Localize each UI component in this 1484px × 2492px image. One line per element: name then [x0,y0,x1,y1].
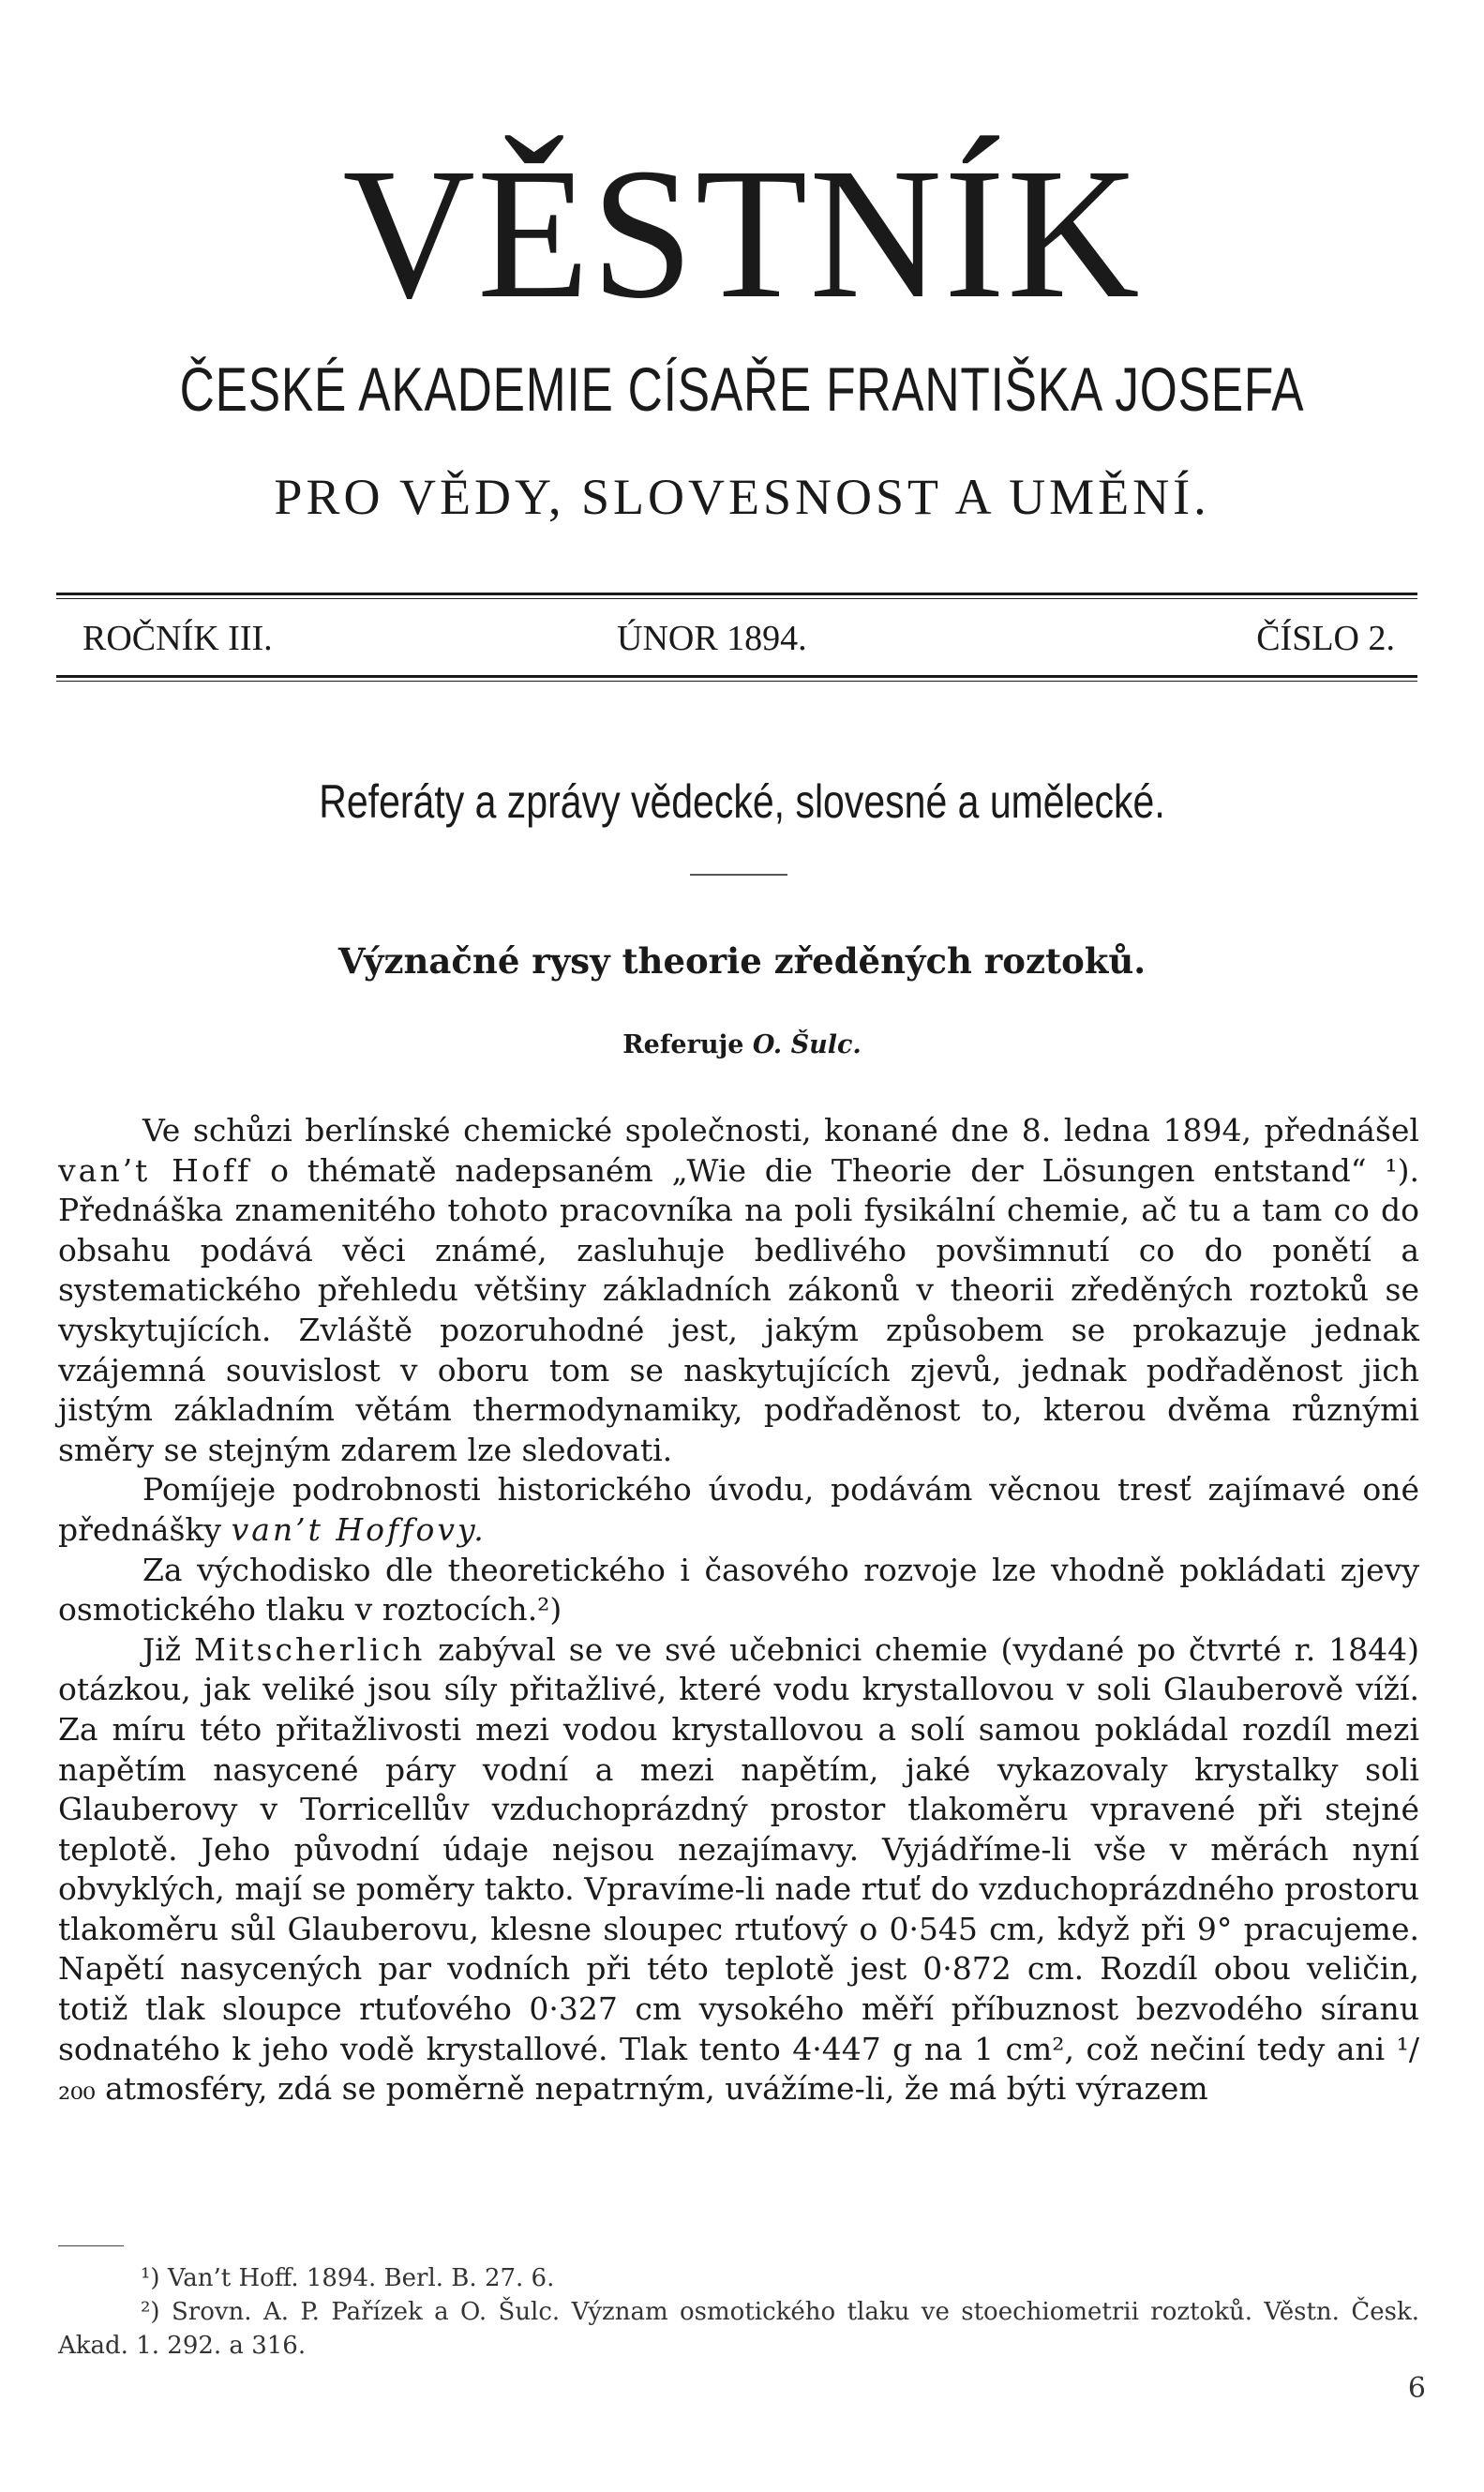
article-body [58,1111,1419,2109]
masthead-subtitle-academy: ČESKÉ AKADEMIE CÍSAŘE FRANTIŠKA JOSEFA [179,354,1305,424]
paragraph-text: zabýval se ve své učebnici chemie (vydané po čtvrté r. 1844) otázkou, jak veliké jsou síly přitažlivé, které vodu krystallovou v soli Glauberově víží. Za míru této přitažlivosti mezi vodou krystallovou a solí samou pokládal rozdíl mezi napětím nasycené páry vodní a mezi napětím, jaké vykazovaly krystalky soli Glauberovy v Torricellův vzduchoprázdný prostor tlakoměru vpravené při stejné teplotě. Jeho původní údaje nejsou nezajímavy. Vyjádříme-li vše v měrách nyní obvyklých, mají se poměry takto. Vpravíme-li nade rtuť do vzduchoprázdného prostoru tlakoměru sůl Glauberovu, klesne sloupec rtuťový o 0·545 cm, když při 9° pracujeme. Napětí nasycených par vodních při této teplotě jest 0·872 cm. Rozdíl obou veličin, totiž tlak sloupce rtuťového 0·327 cm vysokého měří příbuznost bezvodého síranu sodnatého k jeho vodě krystallové. Tlak tento 4·447 g na 1 cm², což nečiní tedy ani ¹/₂₀₀ atmosféry, zdá se poměrně nepatrným, uvážíme-li, že má býti výrazem [58,1630,1419,2108]
footnote: ²) Srovn. A. P. Pařízek a O. Šulc. Význam osmotického tlaku ve stoechiometrii roztoků. Věstn. Česk. Akad. 1. 292. a 316. [58,2298,1419,2360]
masthead-rule-bottom [56,675,1417,682]
paragraph [58,1470,1419,1550]
byline-prefix: Referuje [622,1030,744,1059]
footnote: ¹) Van’t Hoff. 1894. Berl. B. 27. 6. [141,2264,555,2292]
article-title: Význačné rysy theorie zředěných roztoků. [337,940,1147,982]
issue-number: ČÍSLO 2. [1256,619,1395,658]
paragraph [58,1630,1419,2109]
person-name: Mitscherlich [194,1630,426,1668]
section-divider [690,874,787,876]
footnote-divider [58,2245,124,2246]
paragraph-text: o thématě nadepsaném „Wie die Theorie der Lösungen entstand“ ¹). Přednáška znamenitého tohoto pracovníka na poli fysikální chemie, ač tu a tam co do obsahu podává věci známé, zasluhuje bedlivého povšimnutí co do ponětí a systematického přehledu většiny základních zákonů v theorii zředěných roztoků se vyskytujících. Zvláště pozoruhodné jest, jakým způsobem se prokazuje jednak vzájemná souvislost v oboru tom se naskytujících zjevů, jednak podřaděnost jich jistým základním větám thermodynamiky, podřaděnost to, kterou dvěma různými směry se stejným zdarem lze sledovati. [58,1151,1419,1468]
author-name: O. Šulc. [752,1030,862,1059]
issue-info-row [82,615,1395,662]
masthead-subtitle-fields: PRO VĚDY, SLOVESNOST A UMĚNÍ. [274,469,1210,525]
masthead-title: VĚSTNÍK [342,130,1142,338]
page-number: 6 [1407,2372,1426,2405]
issue-volume: ROČNÍK III. [82,619,273,658]
paragraph-text: Již [142,1630,182,1668]
paragraph: Za východisko dle theoretického i časového rozvoje lze vhodně pokládati zjevy osmotického tlaku v roztocích.²) [58,1551,1419,1629]
paragraph-text: Pomíjeje podrobnosti historického úvodu, podávám věcnou tresť zajímavé oné přednášky [58,1471,1419,1548]
issue-date: ÚNOR 1894. [617,619,807,658]
paragraph-text: Ve schůzi berlínské chemické společnosti, konané dne 8. ledna 1894, přednášel [142,1112,1419,1148]
section-heading: Referáty a zprávy vědecké, slovesné a umělecké. [319,775,1165,828]
byline [0,1027,1484,1064]
person-name: van’t Hoff [58,1151,252,1189]
person-name: van’t Hoffovy. [231,1510,487,1548]
masthead-rule-top [56,593,1417,599]
footnotes [58,2261,1419,2363]
paragraph [58,1111,1419,1470]
